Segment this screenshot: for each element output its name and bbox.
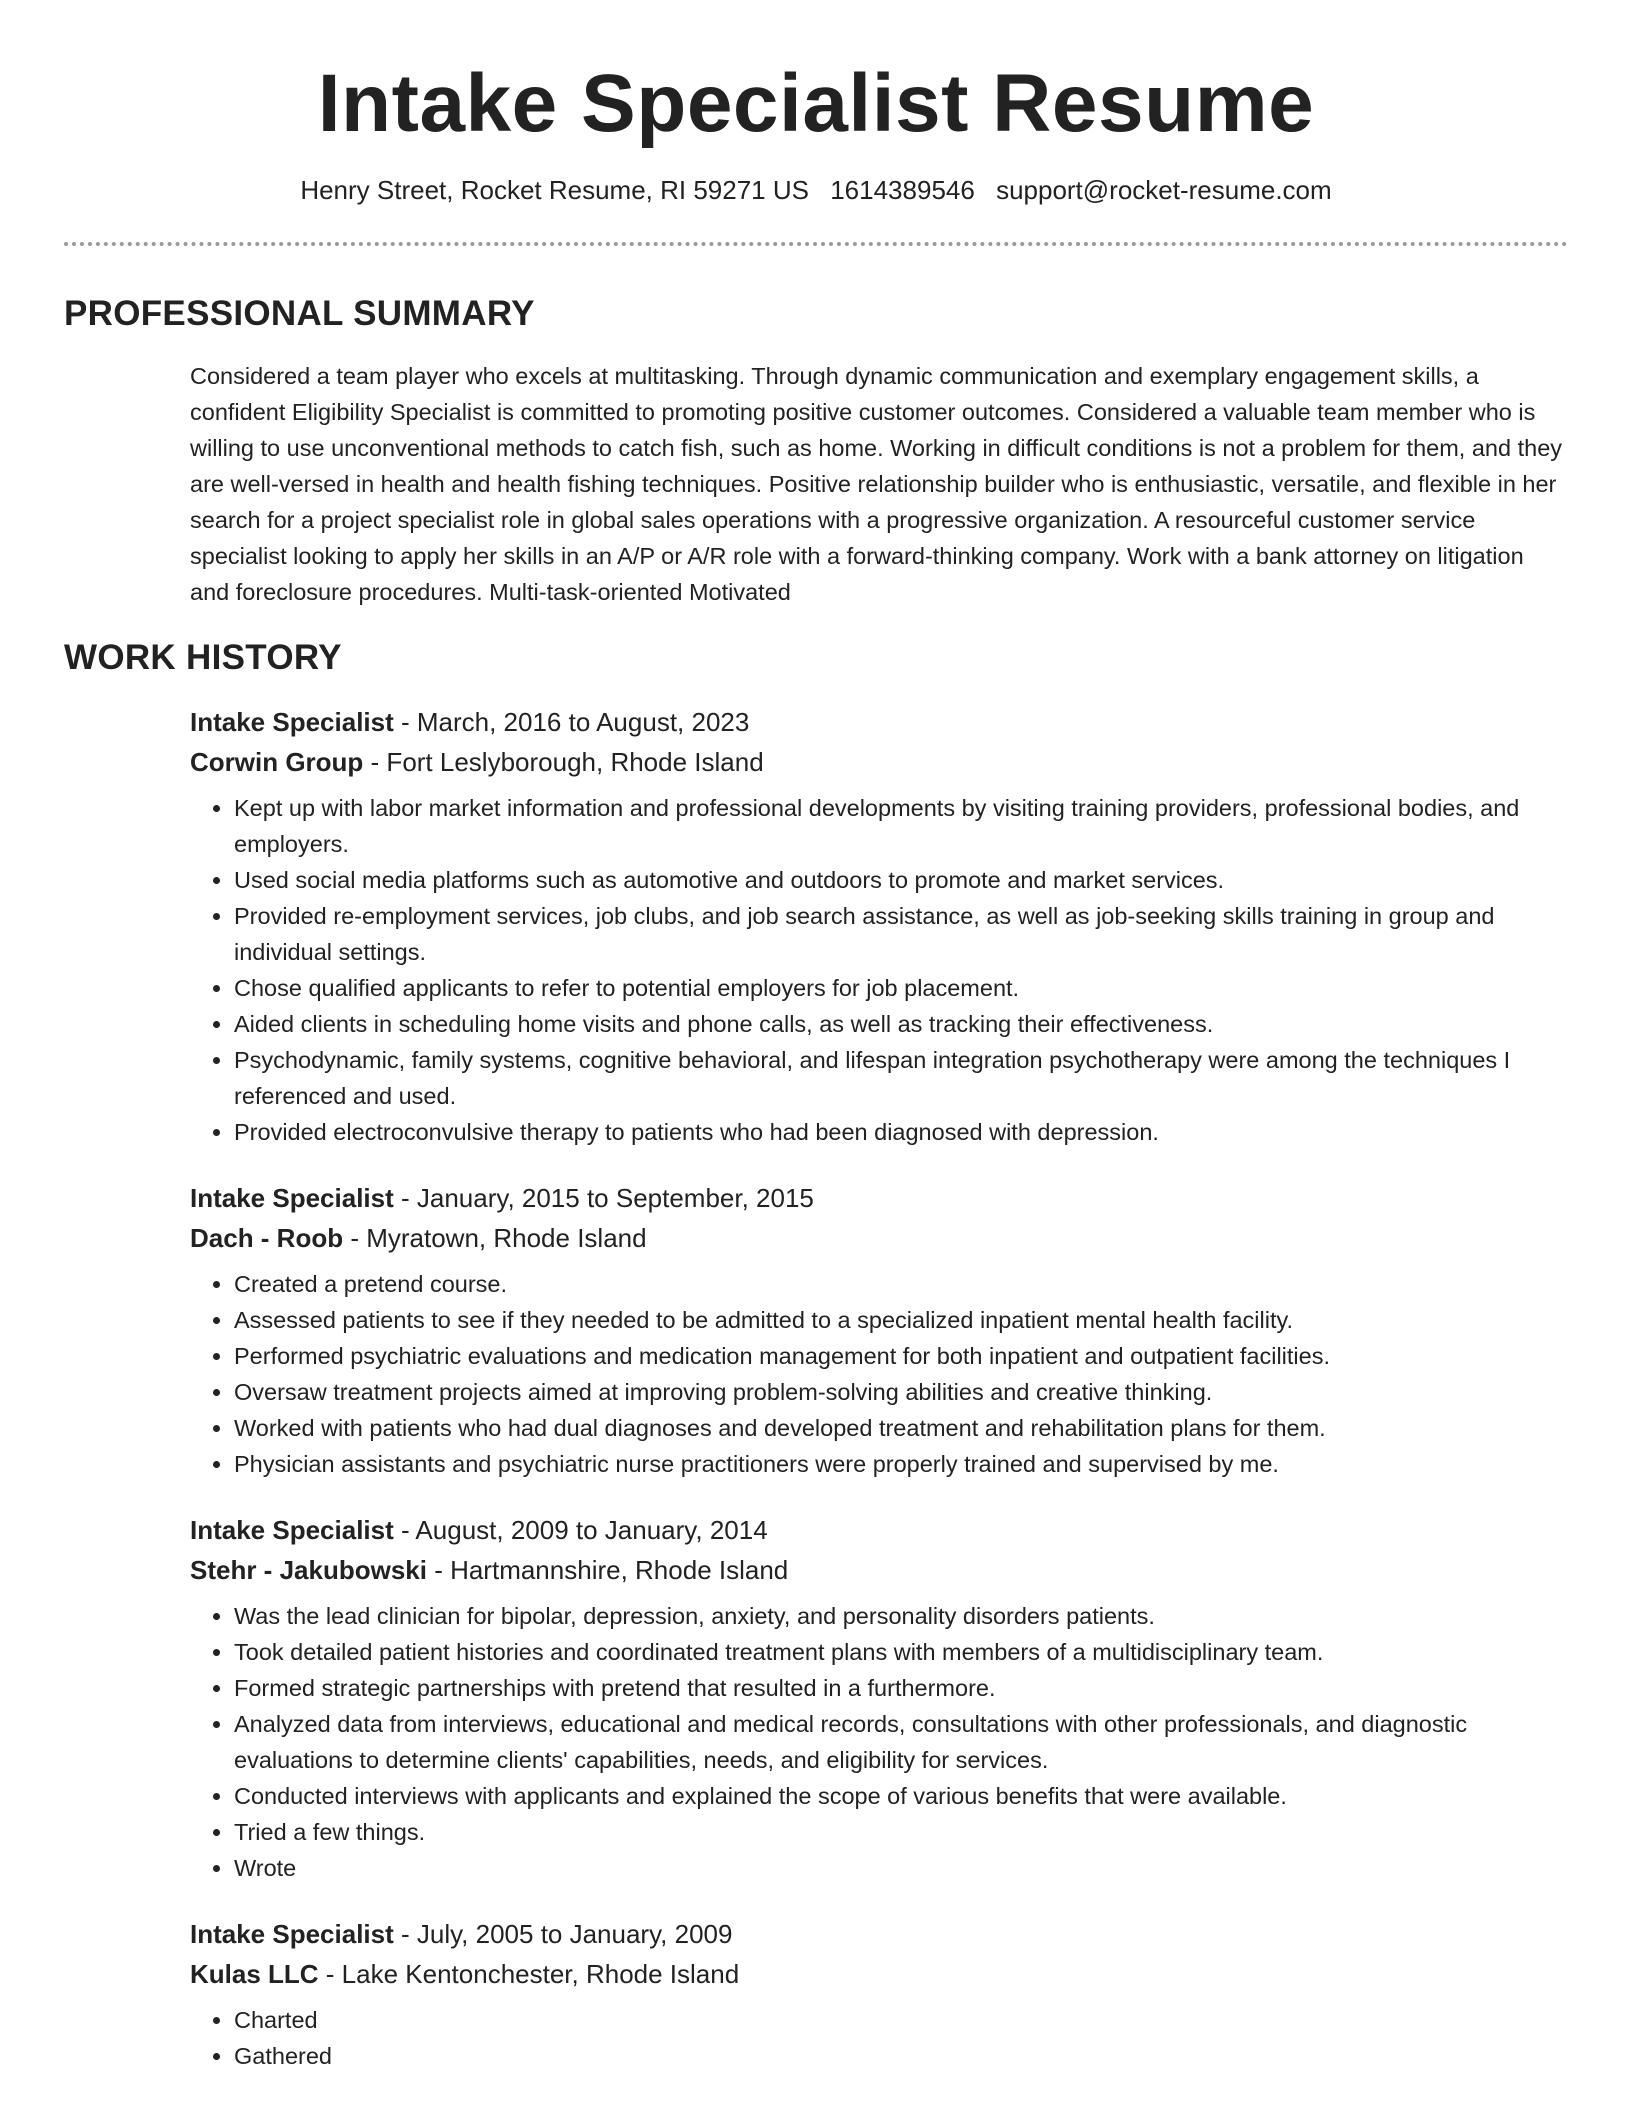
job-company: Corwin Group bbox=[190, 747, 364, 777]
job-company: Dach - Roob bbox=[190, 1223, 344, 1253]
job-duty: • Provided electroconvulsive therapy to patients who had been diagnosed with depression. bbox=[234, 1114, 1568, 1150]
job-duty: • Was the lead clinician for bipolar, depression, anxiety, and personality disorders patients. bbox=[234, 1598, 1568, 1634]
job-duty: • Created a pretend course. bbox=[234, 1266, 1568, 1302]
work-history-list bbox=[190, 702, 1568, 2074]
job-title-line bbox=[190, 1914, 1568, 1954]
job-duty: • Aided clients in scheduling home visits and phone calls, as well as tracking their effectiveness. bbox=[234, 1006, 1568, 1042]
job-duty: • Kept up with labor market information and professional developments by visiting training providers, professional bodies, and employers. bbox=[234, 790, 1568, 862]
work-history-heading: WORK HISTORY bbox=[64, 638, 342, 677]
job-duties bbox=[190, 1266, 1568, 1482]
job-dates: - January, 2015 to September, 2015 bbox=[393, 1183, 814, 1213]
job-title: Intake Specialist bbox=[190, 1919, 394, 1949]
job-company: Kulas LLC bbox=[190, 1959, 319, 1989]
job-location: - Hartmannshire, Rhode Island bbox=[426, 1555, 789, 1585]
contact-email: support@rocket-resume.com bbox=[996, 175, 1332, 205]
contact-phone: 1614389546 bbox=[830, 175, 975, 205]
header-divider bbox=[64, 242, 1568, 246]
job-duty: • Worked with patients who had dual diagnoses and developed treatment and rehabilitation plans for them. bbox=[234, 1410, 1568, 1446]
job-duty: • Psychodynamic, family systems, cognitive behavioral, and lifespan integration psychotherapy were among the techniques I referenced and used. bbox=[234, 1042, 1568, 1114]
job-duty: • Conducted interviews with applicants and explained the scope of various benefits that were available. bbox=[234, 1778, 1568, 1814]
job-dates: - July, 2005 to January, 2009 bbox=[393, 1919, 733, 1949]
job-duties bbox=[190, 2002, 1568, 2074]
job-title: Intake Specialist bbox=[190, 707, 394, 737]
job-entry bbox=[190, 1510, 1568, 1886]
job-duty: • Used social media platforms such as automotive and outdoors to promote and market services. bbox=[234, 862, 1568, 898]
job-duties bbox=[190, 790, 1568, 1150]
resume-title: Intake Specialist Resume bbox=[317, 58, 1315, 149]
job-entry bbox=[190, 702, 1568, 1150]
job-duty: • Wrote bbox=[234, 1850, 1568, 1886]
job-duty: • Provided re-employment services, job clubs, and job search assistance, as well as job-seeking skills training in group and individual settings. bbox=[234, 898, 1568, 970]
job-duty: • Performed psychiatric evaluations and medication management for both inpatient and outpatient facilities. bbox=[234, 1338, 1568, 1374]
contact-line bbox=[64, 172, 1568, 208]
job-location: - Fort Leslyborough, Rhode Island bbox=[363, 747, 764, 777]
job-duty: • Assessed patients to see if they needed to be admitted to a specialized inpatient mental health facility. bbox=[234, 1302, 1568, 1338]
job-company-line bbox=[190, 1550, 1568, 1590]
job-duty: • Analyzed data from interviews, educational and medical records, consultations with other professionals, and diagnostic evaluations to determine clients' capabilities, needs, and eligibility for services. bbox=[234, 1706, 1568, 1778]
job-duty: • Took detailed patient histories and coordinated treatment plans with members of a multidisciplinary team. bbox=[234, 1634, 1568, 1670]
job-company: Stehr - Jakubowski bbox=[190, 1555, 427, 1585]
job-duties bbox=[190, 1598, 1568, 1886]
resume-page bbox=[64, 0, 1568, 2102]
job-location: - Myratown, Rhode Island bbox=[343, 1223, 647, 1253]
job-company-line bbox=[190, 742, 1568, 782]
job-dates: - August, 2009 to January, 2014 bbox=[393, 1515, 768, 1545]
job-duty: • Oversaw treatment projects aimed at improving problem-solving abilities and creative thinking. bbox=[234, 1374, 1568, 1410]
job-title: Intake Specialist bbox=[190, 1515, 394, 1545]
job-title: Intake Specialist bbox=[190, 1183, 394, 1213]
contact-address: Henry Street, Rocket Resume, RI 59271 US bbox=[300, 175, 809, 205]
summary-heading: PROFESSIONAL SUMMARY bbox=[64, 294, 535, 333]
job-entry bbox=[190, 1178, 1568, 1482]
job-company-line bbox=[190, 1218, 1568, 1258]
job-duty: • Physician assistants and psychiatric nurse practitioners were properly trained and supervised by me. bbox=[234, 1446, 1568, 1482]
job-duty: • Chose qualified applicants to refer to potential employers for job placement. bbox=[234, 970, 1568, 1006]
job-location: - Lake Kentonchester, Rhode Island bbox=[318, 1959, 740, 1989]
job-entry bbox=[190, 1914, 1568, 2074]
job-title-line bbox=[190, 1178, 1568, 1218]
job-dates: - March, 2016 to August, 2023 bbox=[393, 707, 750, 737]
job-duty: • Charted bbox=[234, 2002, 1568, 2038]
job-title-line bbox=[190, 702, 1568, 742]
summary-text: Considered a team player who excels at multitasking. Through dynamic communication and exemplary engagement skills, a confident Eligibility Specialist is committed to promoting positive customer outcomes. Considered a valuable team member who is willing to use unconventional methods to catch fish, such as home. Working in difficult conditions is not a problem for them, and they are well-versed in health and health fishing techniques. Positive relationship builder who is enthusiastic, versatile, and flexible in her search for a project specialist role in global sales operations with a progressive organization. A resourceful customer service specialist looking to apply her skills in an A/P or A/R role with a forward-thinking company. Work with a bank attorney on litigation and foreclosure procedures. Multi-task-oriented Motivated bbox=[190, 363, 1563, 605]
job-title-line bbox=[190, 1510, 1568, 1550]
job-duty: • Tried a few things. bbox=[234, 1814, 1568, 1850]
job-duty: • Formed strategic partnerships with pretend that resulted in a furthermore. bbox=[234, 1670, 1568, 1706]
job-company-line bbox=[190, 1954, 1568, 1994]
job-duty: • Gathered bbox=[234, 2038, 1568, 2074]
